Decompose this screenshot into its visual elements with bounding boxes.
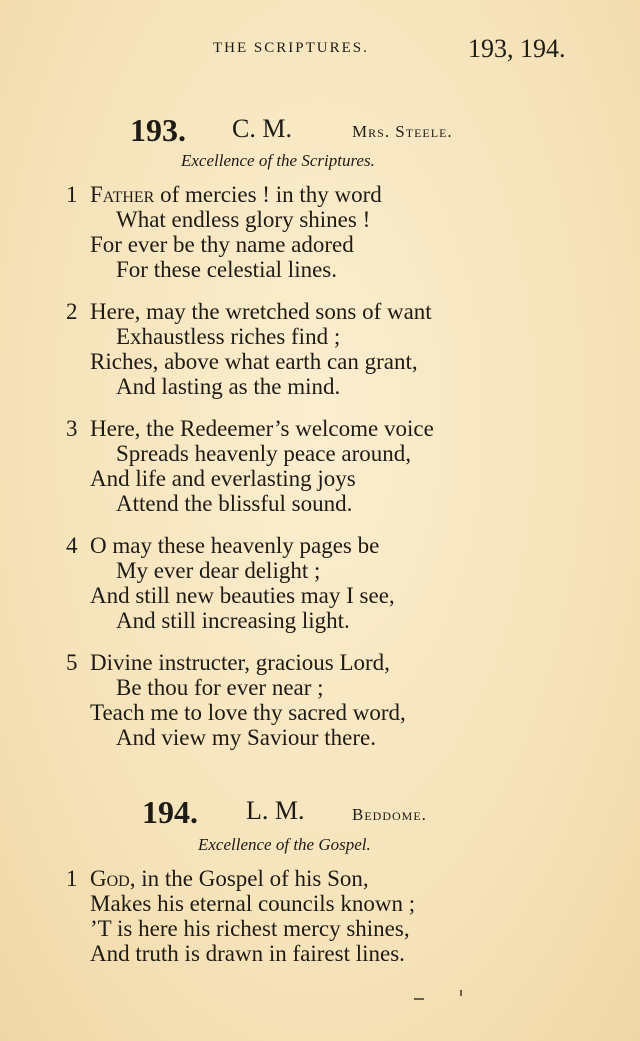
verse-first-word: God [90, 866, 130, 891]
verse-line: Teach me to love thy sacred word, [90, 700, 406, 725]
verse-line: Here, may the wretched sons of want [90, 299, 432, 324]
verse-line: Makes his eternal councils known ; [90, 891, 416, 916]
hymn-author: Beddome. [352, 805, 427, 824]
verse-line: What endless glory shines ! [116, 207, 371, 232]
page-numbers: 193, 194. [468, 34, 566, 63]
verse-line: And life and everlasting joys [90, 466, 356, 491]
verse-line: Be thou for ever near ; [116, 675, 324, 700]
hymn-subtitle: Excellence of the Scriptures. [181, 151, 375, 170]
hymn-meter: L. M. [246, 796, 305, 825]
hymn-meter: C. M. [232, 114, 292, 143]
verse-line: Spreads heavenly peace around, [116, 441, 412, 466]
verse-line: Father of mercies ! in thy word [90, 182, 382, 207]
stanza-number: 3 [66, 416, 78, 441]
stanza-number: 1 [66, 866, 78, 891]
verse-line: Divine instructer, gracious Lord, [90, 650, 390, 675]
verse-line: Exhaustless riches find ; [116, 324, 341, 349]
verse-line: ’T is here his richest mercy shines, [90, 916, 410, 941]
verse-line: For ever be thy name adored [90, 232, 354, 257]
verse-first-word: Father [90, 182, 155, 207]
verse-line: God, in the Gospel of his Son, [90, 866, 369, 891]
hymn-subtitle: Excellence of the Gospel. [198, 835, 371, 854]
verse-line: And view my Saviour there. [116, 725, 376, 750]
verse-line: For these celestial lines. [116, 257, 337, 282]
verse-line: And still new beauties may I see, [90, 583, 395, 608]
hymn-author: Mrs. Steele. [352, 122, 453, 141]
verse-line: And lasting as the mind. [116, 374, 341, 399]
stanza-number: 1 [66, 182, 78, 207]
stanza-number: 4 [66, 533, 78, 558]
stanza-number: 5 [66, 650, 78, 675]
verse-line: O may these heavenly pages be [90, 533, 380, 558]
verse-line: Here, the Redeemer’s welcome voice [90, 416, 434, 441]
verse-line: Attend the blissful sound. [116, 491, 353, 516]
verse-line: My ever dear delight ; [116, 558, 321, 583]
hymn-number: 194. [142, 794, 198, 830]
print-mark [414, 998, 424, 1000]
stanza-number: 2 [66, 299, 78, 324]
print-mark [460, 990, 462, 996]
verse-line: Riches, above what earth can grant, [90, 349, 418, 374]
hymn-number: 193. [130, 112, 186, 148]
verse-line: And truth is drawn in fairest lines. [90, 941, 405, 966]
running-title: THE SCRIPTURES. [213, 40, 369, 56]
verse-line: And still increasing light. [116, 608, 350, 633]
